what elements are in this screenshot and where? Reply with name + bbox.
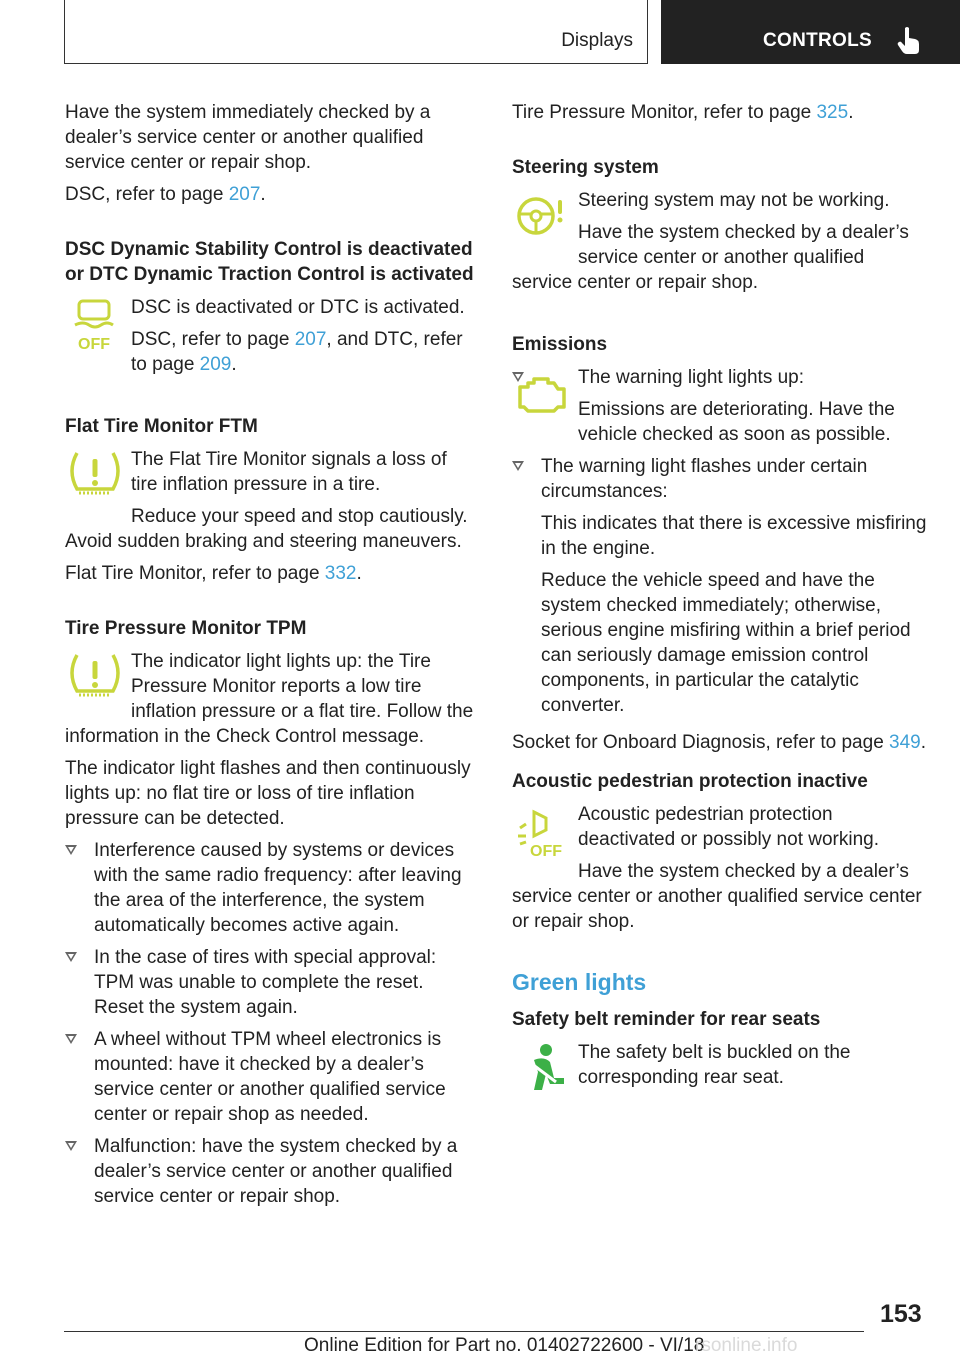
tpm-block	[65, 649, 477, 756]
header-section-label: Displays	[561, 30, 633, 51]
tpm-reference: Tire Pressure Monitor, refer to page 325.	[512, 102, 854, 123]
header-chapter-tab	[661, 0, 960, 64]
dsc-text-2: DSC, refer to page 207, and DTC, refer to page 209.	[131, 329, 463, 375]
acoustic-protection-off-icon	[512, 802, 572, 862]
header-chapter-label: CONTROLS	[763, 30, 873, 51]
acoustic-block	[512, 802, 928, 941]
page-link-207[interactable]: 207	[228, 184, 261, 205]
list-item: Interference caused by systems or devices with the same radio frequency: after leaving the area of the interference, the system automatically becomes active again.	[65, 838, 477, 938]
triangle-bullet-icon	[65, 952, 77, 962]
green-lights-heading: Green lights	[512, 969, 647, 995]
steering-wheel-warning-icon	[512, 188, 572, 248]
emissions-list-2	[512, 454, 928, 718]
emissions-heading: Emissions	[512, 334, 608, 355]
tpm-text-2: The indicator light flashes and then continuously lights up: no flat tire or loss of tire inflation pressure can be detected.	[65, 758, 471, 829]
list-item: In the case of tires with special approval: TPM was unable to complete the reset. Reset the system again.	[65, 945, 477, 1020]
header-section-tab	[64, 0, 648, 64]
svg-text:OFF: OFF	[78, 336, 110, 353]
emissions-block	[512, 365, 928, 454]
ftm-heading: Flat Tire Monitor FTM	[65, 416, 258, 437]
steering-text-1: Steering system may not be working.	[578, 190, 890, 211]
tpm-bullet-list	[65, 838, 477, 1209]
list-item: A wheel without TPM wheel electronics is mounted: have it checked by a dealer’s service center or another qualified service center or repair shop as needed.	[65, 1027, 477, 1127]
tire-warning-icon	[65, 447, 125, 507]
tpm-heading: Tire Pressure Monitor TPM	[65, 618, 307, 639]
seatbelt-block	[512, 1040, 928, 1106]
triangle-bullet-icon	[512, 372, 524, 382]
dsc-heading: DSC Dynamic Stability Control is deactivated or DTC Dynamic Traction Control is activated	[65, 239, 474, 285]
triangle-bullet-icon	[65, 1034, 77, 1044]
acoustic-text-1: Acoustic pedestrian protection deactivated or possibly not working.	[578, 804, 879, 850]
ftm-reference: Flat Tire Monitor, refer to page 332.	[65, 563, 362, 584]
steering-text-2: Have the system checked by a dealer’s service center or another qualified service center or repair shop.	[512, 222, 909, 293]
tpm-text-1: The indicator light lights up: the Tire Pressure Monitor reports a low tire inflation pressure or a flat tire. Follow the information in the Check Control message.	[65, 651, 474, 747]
dsc-text-1: DSC is deactivated or DTC is activated.	[131, 297, 465, 318]
dsc-off-icon	[65, 295, 125, 355]
dsc-block	[65, 295, 477, 384]
ftm-text-1: The Flat Tire Monitor signals a loss of tire inflation pressure in a tire.	[131, 449, 447, 495]
triangle-bullet-icon	[65, 1141, 77, 1151]
seatbelt-icon	[512, 1040, 572, 1100]
acoustic-text-2: Have the system checked by a dealer’s service center or another qualified service center or repair shop.	[512, 861, 922, 932]
pointing-hand-icon	[897, 26, 921, 54]
page-number: 153	[880, 1300, 922, 1328]
watermark: rsonline.info	[695, 1335, 798, 1356]
footer-divider	[64, 1331, 864, 1332]
page-link-325[interactable]: 325	[816, 102, 849, 123]
page-link-332[interactable]: 332	[324, 563, 357, 584]
footer-edition: Online Edition for Part no. 01402722600 - VI/18	[304, 1335, 705, 1356]
list-item: Malfunction: have the system checked by a dealer’s service center or another qualified service center or repair shop.	[65, 1134, 477, 1209]
left-column	[65, 100, 477, 1216]
steering-heading: Steering system	[512, 157, 659, 178]
intro-paragraph: Have the system immediately checked by a dealer’s service center or another qualified service center or repair shop.	[65, 102, 431, 173]
triangle-bullet-icon	[65, 845, 77, 855]
right-column	[512, 100, 928, 1106]
emissions-list-1	[512, 365, 928, 447]
page-link-349[interactable]: 349	[889, 732, 921, 753]
seatbelt-text: The safety belt is buckled on the corresponding rear seat.	[578, 1042, 851, 1088]
page-link-209[interactable]: 209	[199, 354, 232, 375]
acoustic-heading: Acoustic pedestrian protection inactive	[512, 771, 868, 792]
seatbelt-heading: Safety belt reminder for rear seats	[512, 1009, 821, 1030]
list-item: The warning light flashes under certain circumstances: This indicates that there is excessive misfiring in the engine. Reduce the vehicle speed and have the system checked immediately; otherwise, serious engine misfiring within a brief period can seriously damage emission control components, in particular the catalytic converter.	[512, 454, 928, 718]
steering-block	[512, 188, 928, 302]
svg-text:OFF: OFF	[530, 843, 562, 860]
list-item: The warning light lights up: Emissions are deteriorating. Have the vehicle checked as soon as possible.	[512, 365, 928, 447]
page-link-207b[interactable]: 207	[294, 329, 327, 350]
triangle-bullet-icon	[512, 461, 524, 471]
obd-reference: Socket for Onboard Diagnosis, refer to page 349.	[512, 732, 927, 753]
dsc-reference: DSC, refer to page 207.	[65, 184, 266, 205]
ftm-text-2: Reduce your speed and stop cautiously. Avoid sudden braking and steering maneuvers.	[65, 506, 468, 552]
tire-warning-icon	[65, 649, 125, 709]
ftm-block	[65, 447, 477, 561]
